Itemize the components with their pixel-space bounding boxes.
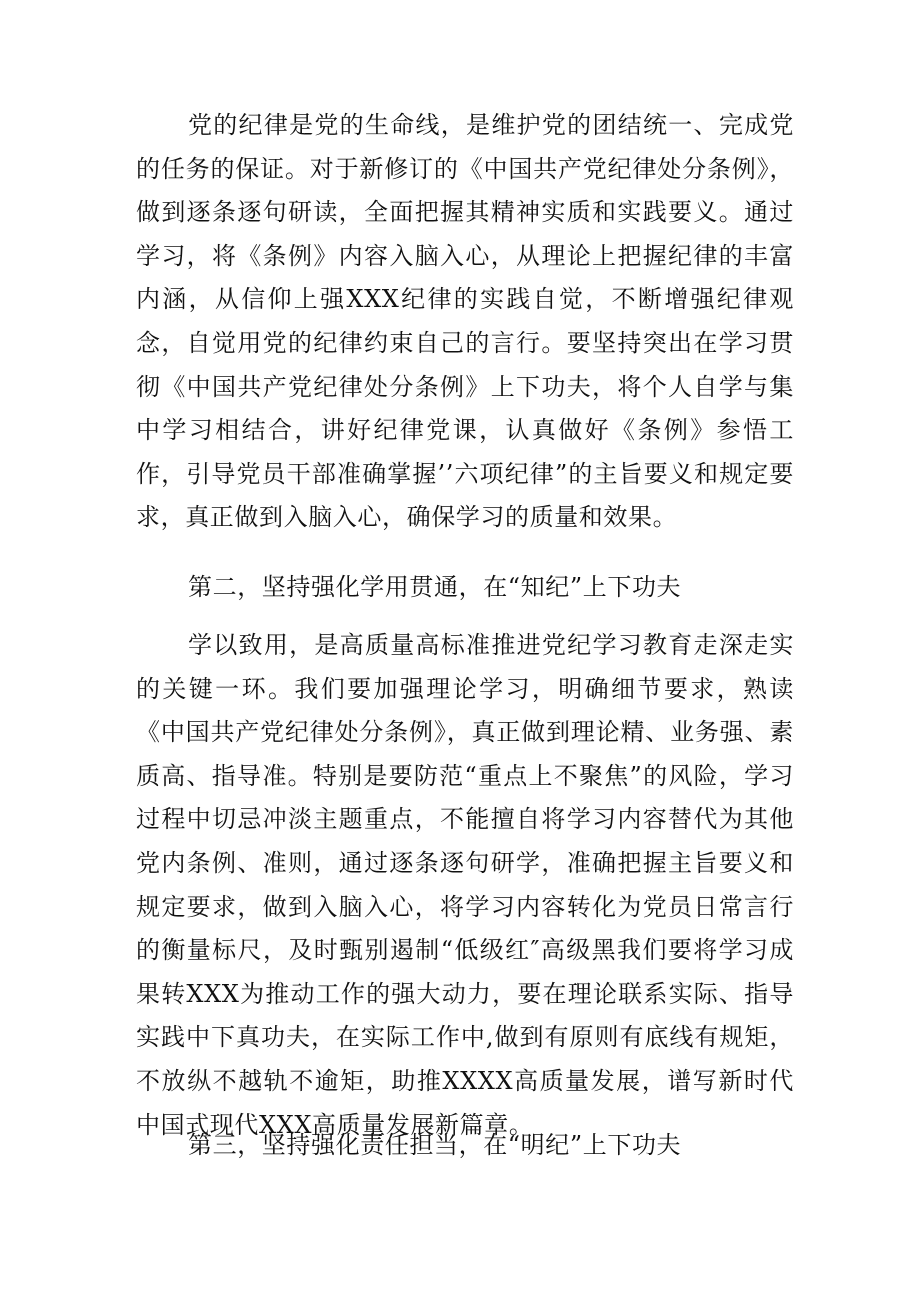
paragraph-apply-learning: 学以致用，是高质量高标准推进党纪学习教育走深走实的关键一环。我们要加强理论学习，明确细节要求，熟读《中国共产党纪律处分条例》，真正做到理论精、业务强、素质高、指导准。特别是要防范“重点上不聚焦”的风险，学习过程中切忌冲淡主题重点，不能擅自将学习内容替代为其他党内条例、准则，通过逐条逐句研学，准确把握主旨要义和规定要求，做到入脑入心，将学习内容转化为党员日常言行的衡量标尺，及时甄别遏制“低级红″高级黑我们要将学习成果转XXX为推动工作的强大动力，要在理论联系实际、指导实践中下真功夫，在实际工作中,做到有原则有底线有规矩，不放纵不越轨不逾矩，助推XXXX高质量发展，谱写新时代中国式现代XXX高质量发展新篇章。 <box>136 631 794 1139</box>
paragraph-discipline-lifeline: 党的纪律是党的生命线，是维护党的团结统一、完成党的任务的保证。对于新修订的《中国共产党纪律处分条例》，做到逐条逐句研读，全面把握其精神实质和实践要义。通过学习，将《条例》内容入脑入心，从理论上把握纪律的丰富内涵，从信仰上强XXX纪律的实践自觉，不断增强纪律观念，自觉用党的纪律约束自己的言行。要坚持突出在学习贯彻《中国共产党纪律处分条例》上下功夫，将个人自学与集中学习相结合，讲好纪律党课，认真做好《条例》参悟工作，引导党员干部准确掌握’’六项纪律”的主旨要义和规定要求，真正做到入脑入心，确保学习的质量和效果。 <box>136 111 794 532</box>
section-heading-third: 第三，坚持强化责任担当，在“明纪”上下功夫 <box>188 1131 682 1159</box>
section-heading-second: 第二，坚持强化学用贯通，在“知纪”上下功夫 <box>188 573 682 601</box>
